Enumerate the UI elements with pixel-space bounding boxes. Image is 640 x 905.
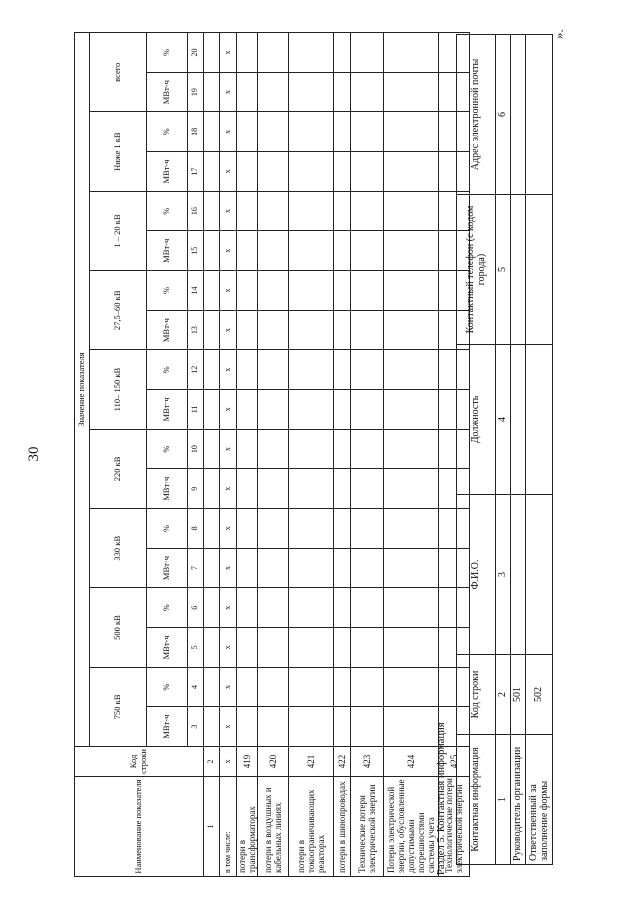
value-cell [258,509,289,549]
value-cell [384,231,439,271]
value-cell [289,191,334,231]
unit-label: МВт-ч [147,152,188,192]
value-cell [258,33,289,73]
value-cell [289,271,334,311]
value-cell [289,429,334,469]
value-cell [258,112,289,152]
empty-cell [204,469,220,509]
empty-cell [204,509,220,549]
table-row [351,33,384,877]
x-mark: х [220,628,237,668]
row-name: в том числе: [220,777,237,877]
value-cell [334,231,351,271]
x-mark: х [220,152,237,192]
value-cell [237,548,258,588]
voltage-group: 330 кВ [90,509,147,588]
unit-label: МВт-ч [147,628,188,668]
value-cell [334,191,351,231]
value-cell [289,469,334,509]
row-name: потери в трансформаторах [237,777,258,877]
column-number: 2 [496,655,511,735]
unit-label: % [147,588,188,628]
x-mark: х [220,33,237,73]
empty-cell [204,191,220,231]
empty-cell [204,667,220,707]
row-code: 422 [334,747,351,777]
value-cell [258,628,289,668]
value-cell [258,310,289,350]
contact-numbering-row [496,35,511,865]
value-cell [511,195,526,345]
contact-header: Должность [457,345,496,495]
row-code: 502 [526,655,553,735]
value-cell [289,667,334,707]
value-cell [334,429,351,469]
column-number: 3 [188,707,204,747]
table-row [237,33,258,877]
value-cell [334,707,351,747]
column-number: 11 [188,390,204,430]
unit-label: % [147,112,188,152]
unit-label: % [147,350,188,390]
column-number: 15 [188,231,204,271]
value-cell [351,191,384,231]
table-row [384,33,439,877]
empty-cell [204,548,220,588]
value-cell [384,628,439,668]
value-cell [237,429,258,469]
value-cell [384,310,439,350]
value-cell [334,548,351,588]
unit-label: МВт-ч [147,707,188,747]
row-code: 424 [384,747,439,777]
value-cell [289,152,334,192]
col-name-header: Наименование показателя [75,777,204,877]
unit-label: % [147,271,188,311]
value-cell [351,707,384,747]
value-cell [334,152,351,192]
empty-cell [204,429,220,469]
value-cell [334,33,351,73]
value-cell [334,667,351,707]
value-cell [384,469,439,509]
value-cell [289,350,334,390]
column-number: 5 [188,628,204,668]
value-cell [289,628,334,668]
column-number: 4 [188,667,204,707]
contact-header-row [457,35,496,865]
column-number: 2 [204,747,220,777]
row-code: 419 [237,747,258,777]
column-number: 10 [188,429,204,469]
empty-cell [204,231,220,271]
row-code: 423 [351,747,384,777]
contact-table [456,34,553,865]
losses-table [74,32,470,877]
contact-row [511,35,526,865]
value-cell [351,667,384,707]
contact-header: Код строки [457,655,496,735]
value-cell [351,628,384,668]
value-cell [384,390,439,430]
unit-label: МВт·ч [147,548,188,588]
row-name: Технологические потери электрической энергии [439,777,470,877]
column-number: 20 [188,33,204,73]
voltage-group: 1 – 20 кВ [90,191,147,270]
contact-label: Ответственный за заполнение формы [526,735,553,865]
value-cell [237,350,258,390]
value-cell [258,72,289,112]
value-cell [526,195,553,345]
value-cell [384,191,439,231]
value-cell [526,35,553,195]
value-cell [289,390,334,430]
value-cell [526,345,553,495]
value-cell [351,350,384,390]
value-cell [351,588,384,628]
value-cell [511,35,526,195]
x-mark: х [220,667,237,707]
column-number: 1 [204,777,220,877]
contact-row [526,35,553,865]
value-cell [237,72,258,112]
voltage-group: 500 кВ [90,588,147,667]
section5-title: Раздел 5. Контактная информация [436,722,447,875]
unit-label: % [147,429,188,469]
column-number: 6 [188,588,204,628]
value-cell [258,271,289,311]
value-cell [289,509,334,549]
value-cell [384,429,439,469]
closing-quote: ». [551,29,566,39]
value-cell [351,390,384,430]
x-mark: х [220,112,237,152]
column-number: 14 [188,271,204,311]
x-mark: х [220,191,237,231]
value-cell [237,509,258,549]
empty-cell [204,271,220,311]
x-mark: х [220,548,237,588]
value-cell [289,548,334,588]
rotated-page [16,19,606,889]
column-number: 16 [188,191,204,231]
contact-header: Ф.И.О. [457,495,496,655]
column-number: 7 [188,548,204,588]
value-cell [237,152,258,192]
row-name: потери в токоограничивающих реакторах [289,777,334,877]
value-cell [351,112,384,152]
value-cell [351,33,384,73]
value-cell [334,271,351,311]
unit-label: % [147,667,188,707]
value-cell [384,548,439,588]
value-cell [289,310,334,350]
value-cell [384,271,439,311]
row-name: потери в воздушных и кабельных линиях [258,777,289,877]
empty-cell [204,588,220,628]
value-cell [258,548,289,588]
value-cell [258,152,289,192]
value-cell [258,350,289,390]
value-cell [258,429,289,469]
x-mark: х [220,509,237,549]
contact-label: Руководитель организации [511,735,526,865]
value-cell [258,588,289,628]
column-number: 17 [188,152,204,192]
value-cell [351,72,384,112]
row-name: Потери электрической энергии, обусловленные допустимыми погрешностями системы учета [384,777,439,877]
value-cell [351,152,384,192]
table-row [258,33,289,877]
column-number: 19 [188,72,204,112]
page-number: 30 [26,446,42,462]
value-cell [384,509,439,549]
voltage-group: 27,5–60 кВ [90,271,147,350]
x-mark: х [220,350,237,390]
numbering-row [204,33,220,877]
row-code: 421 [289,747,334,777]
voltage-group: 750 кВ [90,667,147,746]
value-cell [258,667,289,707]
value-cell [258,469,289,509]
x-mark: х [220,390,237,430]
value-cell [237,310,258,350]
row-name: Технические потери электрической энергии [351,777,384,877]
value-cell [351,429,384,469]
unit-label: МВт-ч [147,310,188,350]
value-cell [237,469,258,509]
value-cell [237,628,258,668]
column-number: 4 [496,345,511,495]
empty-cell [204,628,220,668]
x-mark: х [220,231,237,271]
empty-cell [204,390,220,430]
unit-label: МВт·ч [147,469,188,509]
row-code: х [220,747,237,777]
row-code: 501 [511,655,526,735]
voltage-group: Ниже 1 кВ [90,112,147,191]
value-cell [289,112,334,152]
contact-header: Контактный телефон (с кодом города) [457,195,496,345]
value-cell [258,707,289,747]
value-cell [289,33,334,73]
value-cell [384,707,439,747]
value-cell [289,72,334,112]
value-cell [289,231,334,271]
value-cell [384,112,439,152]
x-mark: х [220,588,237,628]
value-cell [351,548,384,588]
value-cell [334,469,351,509]
unit-label: % [147,509,188,549]
value-cell [334,509,351,549]
value-cell [384,152,439,192]
value-cell [351,310,384,350]
value-cell [334,628,351,668]
value-cell [237,112,258,152]
value-cell [258,390,289,430]
x-mark: х [220,310,237,350]
value-header: Значение показателя [75,33,90,747]
column-number: 12 [188,350,204,390]
subtotal-row [220,33,237,877]
x-mark: х [220,469,237,509]
x-mark: х [220,429,237,469]
unit-label: МВт·ч [147,390,188,430]
value-cell [334,588,351,628]
x-mark: х [220,271,237,311]
table-row [289,33,334,877]
column-number: 6 [496,35,511,195]
value-cell [237,707,258,747]
voltage-group: 220 кВ [90,429,147,508]
empty-cell [204,112,220,152]
voltage-group: 110– 150 кВ [90,350,147,429]
unit-label: % [147,191,188,231]
value-cell [384,33,439,73]
header-row-value [75,33,90,877]
value-cell [237,33,258,73]
value-cell [237,231,258,271]
empty-cell [204,72,220,112]
value-cell [237,390,258,430]
contact-header: Контактная информация [457,735,496,865]
column-number: 8 [188,509,204,549]
value-cell [351,271,384,311]
value-cell [351,469,384,509]
column-number: 3 [496,495,511,655]
value-cell [351,231,384,271]
value-cell [384,667,439,707]
row-name: потери в шинопроводах [334,777,351,877]
value-cell [237,191,258,231]
value-cell [334,72,351,112]
row-code: 425 [439,747,470,777]
value-cell [384,588,439,628]
column-number: 5 [496,195,511,345]
empty-cell [204,152,220,192]
value-cell [334,112,351,152]
col-code-header: Код строки [75,747,204,777]
value-cell [258,231,289,271]
value-cell [258,191,289,231]
contact-header: Адрес электронной почты [457,35,496,195]
row-code: 420 [258,747,289,777]
empty-cell [204,350,220,390]
column-number: 13 [188,310,204,350]
column-number: 1 [496,735,511,865]
value-cell [351,509,384,549]
value-cell [289,588,334,628]
value-cell [334,390,351,430]
unit-label: МВт-ч [147,231,188,271]
value-cell [526,495,553,655]
value-cell [384,350,439,390]
empty-cell [204,310,220,350]
value-cell [334,350,351,390]
voltage-group: всего [90,33,147,112]
table-row [334,33,351,877]
column-number: 9 [188,469,204,509]
column-number: 18 [188,112,204,152]
value-cell [289,707,334,747]
empty-cell [204,707,220,747]
unit-label: МВт-ч [147,72,188,112]
value-cell [237,271,258,311]
value-cell [511,495,526,655]
value-cell [237,588,258,628]
x-mark: х [220,72,237,112]
value-cell [384,72,439,112]
x-mark: х [220,707,237,747]
value-cell [511,345,526,495]
value-cell [334,310,351,350]
unit-label: % [147,33,188,73]
empty-cell [204,33,220,73]
value-cell [237,667,258,707]
